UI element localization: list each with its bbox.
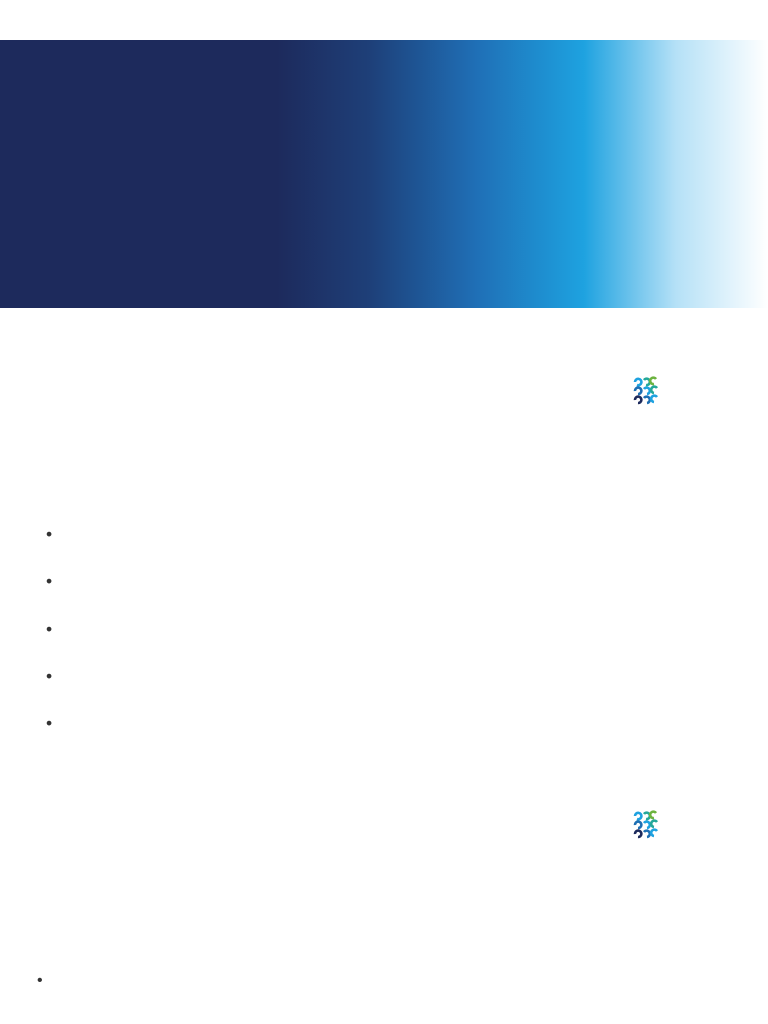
ring-pattern-bottom: [0, 308, 768, 360]
isaca-logo: [632, 808, 756, 848]
ring-pattern-strip: [28, 814, 628, 838]
tip-item: [46, 523, 71, 570]
background-ring-pattern: [405, 430, 768, 792]
tips-list: [46, 523, 71, 759]
isaca-logo-mark-icon: [632, 810, 662, 840]
title-slide: [0, 0, 768, 360]
tip-item: [46, 665, 71, 712]
cpe-credit-slide: [0, 792, 768, 1024]
tip-item: [46, 570, 71, 617]
isaca-logo: [632, 374, 756, 414]
tip-item: [46, 618, 71, 665]
platform-tips-slide: [0, 360, 768, 792]
ring-pattern-banner: [0, 40, 768, 308]
tip-item: [46, 712, 71, 759]
isaca-logo-mark-icon: [632, 376, 662, 406]
ring-pattern-top: [0, 0, 768, 40]
